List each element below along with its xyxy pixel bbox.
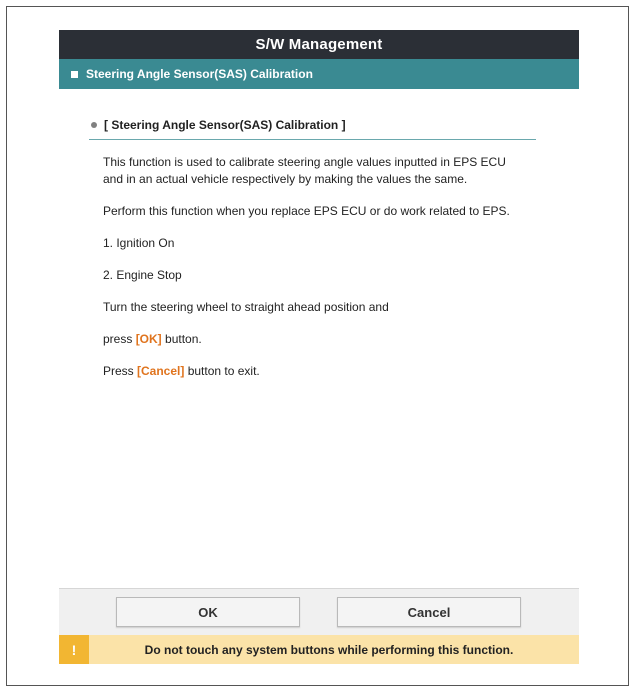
usage-paragraph: Perform this function when you replace EPS ECU or do work related to EPS. xyxy=(103,204,510,218)
content-heading xyxy=(89,116,536,140)
instruction-press-cancel xyxy=(103,363,549,380)
description-line-1: This function is used to calibrate steering angle values inputted in EPS ECU xyxy=(103,155,506,169)
press-ok-prefix: press xyxy=(103,332,136,346)
section-header xyxy=(59,59,579,89)
instruction-press-ok xyxy=(103,331,549,348)
warning-banner xyxy=(59,635,579,664)
press-ok-suffix: button. xyxy=(161,332,202,346)
circle-bullet-icon xyxy=(91,122,97,128)
description-paragraph xyxy=(103,154,549,188)
warning-text: Do not touch any system buttons while performing this function. xyxy=(144,642,514,657)
instructions-panel xyxy=(59,116,579,380)
button-bar xyxy=(59,588,579,635)
content-heading-text: [ Steering Angle Sensor(SAS) Calibration ] xyxy=(104,118,346,132)
section-title: Steering Angle Sensor(SAS) Calibration xyxy=(86,67,313,81)
description-line-2: and in an actual vehicle respectively by making the values the same. xyxy=(103,172,468,186)
dialog-title-bar xyxy=(59,30,579,59)
ok-button[interactable]: OK xyxy=(116,597,300,627)
warning-icon: ! xyxy=(59,635,89,664)
square-bullet-icon xyxy=(71,71,78,78)
press-cancel-prefix: Press xyxy=(103,364,138,378)
press-cancel-suffix: button to exit. xyxy=(184,364,260,378)
cancel-button[interactable]: Cancel xyxy=(337,597,521,627)
sw-management-dialog xyxy=(59,30,579,664)
ok-highlight: [OK] xyxy=(135,332,162,346)
cancel-highlight: [Cancel] xyxy=(137,364,185,378)
instruction-straight-ahead: Turn the steering wheel to straight ahead position and xyxy=(103,300,389,314)
step-ignition-on: 1. Ignition On xyxy=(103,236,175,250)
dialog-title: S/W Management xyxy=(255,36,383,53)
step-engine-stop: 2. Engine Stop xyxy=(103,268,182,282)
